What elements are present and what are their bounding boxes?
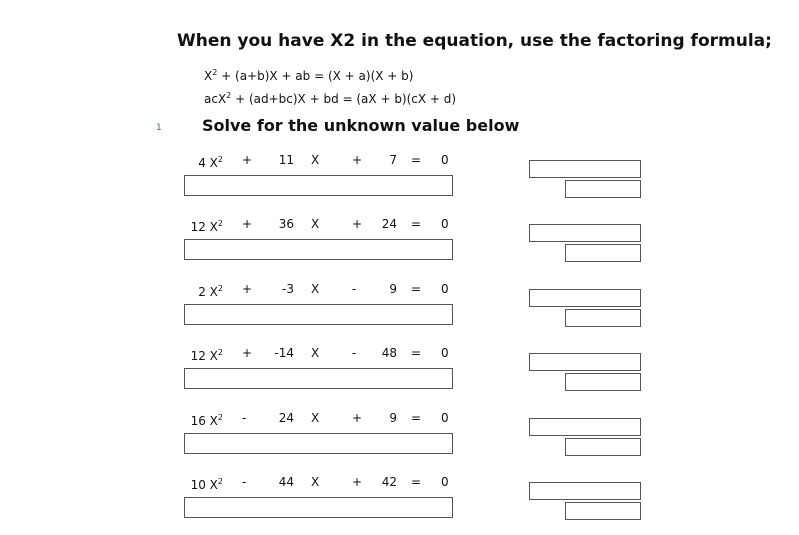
- formula-lhs: acX: [204, 92, 227, 106]
- coefficient-a: [191, 409, 223, 427]
- answer-input[interactable]: [184, 304, 453, 325]
- coefficient-a-value: 4: [198, 156, 206, 170]
- section-subheading: Solve for the unknown value below: [202, 116, 520, 135]
- coefficient-a: [198, 151, 223, 169]
- coefficient-b: 44: [278, 475, 294, 489]
- constant-c: 7: [389, 153, 397, 167]
- exponent: 2: [217, 413, 223, 422]
- equals-sign: =: [411, 217, 422, 231]
- constant-c: 9: [389, 282, 397, 296]
- variable-x-squared: X: [209, 349, 218, 363]
- check-input-2[interactable]: [565, 373, 641, 391]
- right-hand-zero: 0: [441, 411, 449, 425]
- problem-row: [0, 473, 799, 535]
- check-input-1[interactable]: [529, 289, 641, 307]
- formula-rest: + (ad+bc)X + bd = (aX + b)(cX + d): [231, 92, 457, 106]
- right-hand-zero: 0: [441, 153, 449, 167]
- operator-2: +: [352, 475, 363, 489]
- exponent: 2: [217, 348, 223, 357]
- coefficient-a-value: 10: [190, 478, 206, 492]
- variable-x: X: [311, 153, 320, 167]
- answer-input[interactable]: [184, 433, 453, 454]
- coefficient-a-value: 2: [198, 285, 206, 299]
- constant-c: 9: [389, 411, 397, 425]
- equals-sign: =: [411, 282, 422, 296]
- formula-lhs: X: [204, 69, 213, 83]
- check-input-2[interactable]: [565, 244, 641, 262]
- check-input-1[interactable]: [529, 418, 641, 436]
- answer-input[interactable]: [184, 239, 453, 260]
- check-input-1[interactable]: [529, 224, 641, 242]
- equals-sign: =: [411, 475, 422, 489]
- variable-x-squared: X: [209, 285, 218, 299]
- variable-x-squared: X: [209, 414, 218, 428]
- equals-sign: =: [411, 153, 422, 167]
- exponent: 2: [217, 477, 223, 486]
- coefficient-a-value: 12: [190, 349, 206, 363]
- exponent: 2: [217, 219, 223, 228]
- check-input-1[interactable]: [529, 160, 641, 178]
- check-input-2[interactable]: [565, 309, 641, 327]
- check-input-1[interactable]: [529, 482, 641, 500]
- formula-exponent: 2: [212, 68, 218, 77]
- formula-exponent: 2: [226, 91, 232, 100]
- page-heading: When you have X2 in the equation, use the factoring formula;: [177, 31, 772, 51]
- variable-x: X: [311, 475, 320, 489]
- variable-x-squared: X: [209, 478, 218, 492]
- exponent: 2: [217, 284, 223, 293]
- operator-2: +: [352, 411, 363, 425]
- variable-x: X: [311, 217, 320, 231]
- operator-2: +: [352, 217, 363, 231]
- variable-x: X: [311, 282, 320, 296]
- operator-1: +: [242, 282, 253, 296]
- coefficient-b: 11: [278, 153, 294, 167]
- answer-input[interactable]: [184, 368, 453, 389]
- right-hand-zero: 0: [441, 475, 449, 489]
- problem-row: [0, 344, 799, 406]
- check-input-1[interactable]: [529, 353, 641, 371]
- problem-row: [0, 151, 799, 213]
- right-hand-zero: 0: [441, 282, 449, 296]
- variable-x-squared: X: [209, 220, 218, 234]
- problem-row: [0, 280, 799, 342]
- operator-1: +: [242, 153, 253, 167]
- operator-1: +: [242, 217, 253, 231]
- operator-2: -: [352, 282, 357, 296]
- coefficient-b: -14: [274, 346, 294, 360]
- formula-general: [204, 91, 456, 106]
- coefficient-a: [191, 473, 223, 491]
- answer-input[interactable]: [184, 497, 453, 518]
- answer-input[interactable]: [184, 175, 453, 196]
- coefficient-a: [198, 280, 223, 298]
- check-input-2[interactable]: [565, 502, 641, 520]
- problem-row: [0, 409, 799, 471]
- operator-1: -: [242, 475, 247, 489]
- operator-1: +: [242, 346, 253, 360]
- equals-sign: =: [411, 346, 422, 360]
- coefficient-a: [191, 215, 223, 233]
- right-hand-zero: 0: [441, 217, 449, 231]
- question-number: 1: [156, 123, 162, 133]
- variable-x: X: [311, 411, 320, 425]
- right-hand-zero: 0: [441, 346, 449, 360]
- coefficient-b: 36: [278, 217, 294, 231]
- variable-x-squared: X: [209, 156, 218, 170]
- operator-2: +: [352, 153, 363, 167]
- coefficient-b: -3: [282, 282, 294, 296]
- formula-monic: [204, 68, 413, 83]
- exponent: 2: [217, 155, 223, 164]
- variable-x: X: [311, 346, 320, 360]
- constant-c: 48: [381, 346, 397, 360]
- equals-sign: =: [411, 411, 422, 425]
- coefficient-a: [191, 344, 223, 362]
- coefficient-a-value: 12: [190, 220, 206, 234]
- constant-c: 24: [381, 217, 397, 231]
- constant-c: 42: [381, 475, 397, 489]
- operator-1: -: [242, 411, 247, 425]
- operator-2: -: [352, 346, 357, 360]
- formula-rest: + (a+b)X + ab = (X + a)(X + b): [217, 69, 414, 83]
- check-input-2[interactable]: [565, 180, 641, 198]
- coefficient-b: 24: [278, 411, 294, 425]
- problem-row: [0, 215, 799, 277]
- coefficient-a-value: 16: [190, 414, 206, 428]
- check-input-2[interactable]: [565, 438, 641, 456]
